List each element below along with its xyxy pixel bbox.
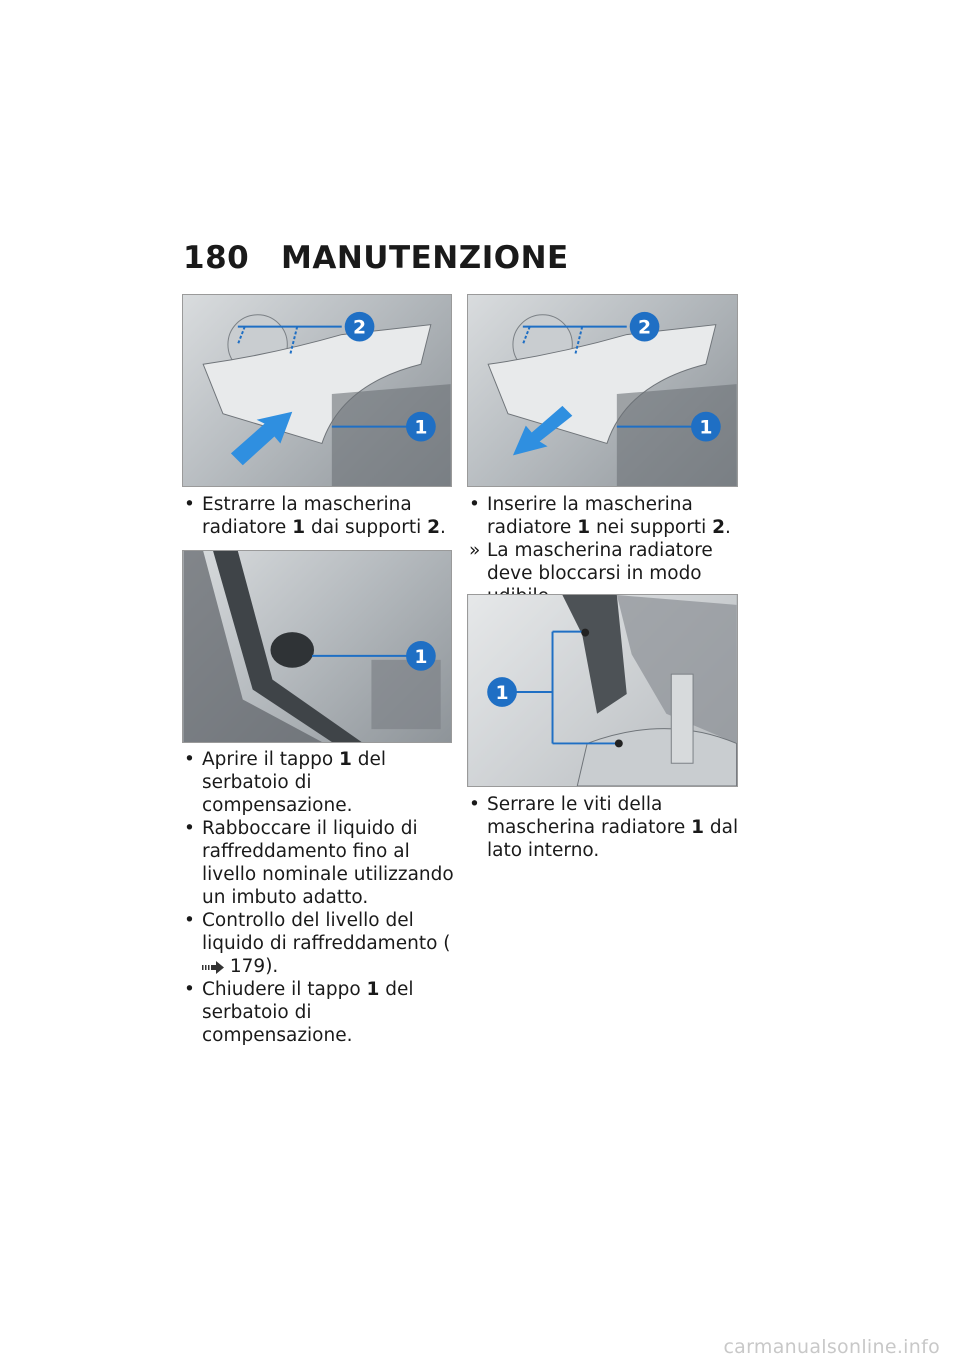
- list-item: • Rabboccare il liquido di raffreddamento fino al livello nominale utilizzando un imbuto adatto.: [184, 818, 454, 908]
- list-item: • Chiudere il tappo 1 del serbatoio di compensazione.: [184, 979, 414, 1046]
- left-instructions-1: [182, 493, 454, 539]
- callout-1: 1: [699, 417, 713, 439]
- left-instructions-2: [182, 748, 454, 1047]
- callout-2: 2: [353, 317, 367, 339]
- list-item: • Serrare le viti della mascherina radiatore 1 dal lato interno.: [469, 794, 739, 861]
- figure-open-reservoir-cap: [182, 550, 452, 743]
- figure-remove-radiator-cover: [182, 294, 452, 487]
- arrow-ref-icon[interactable]: [202, 961, 224, 974]
- list-item: • Estrarre la mascherina radiatore 1 dai supporti 2.: [184, 494, 446, 538]
- figure-illustration: [468, 295, 737, 486]
- pull-arrow: [231, 412, 292, 465]
- figure-illustration: [183, 295, 451, 486]
- list-item: • Inserire la mascherina radiatore 1 nei supporti 2.: [469, 494, 731, 538]
- watermark: carmanualsonline.info: [723, 1336, 940, 1358]
- list-item: • Aprire il tappo 1 del serbatoio di compensazione.: [184, 749, 387, 816]
- figure-illustration: [183, 551, 451, 742]
- callout-1: 1: [414, 646, 428, 668]
- figure-illustration: [468, 595, 737, 786]
- page-header: [183, 240, 569, 276]
- page-number: 180: [183, 240, 250, 276]
- callout-2: 2: [638, 317, 652, 339]
- callout-1: 1: [414, 417, 428, 439]
- figure-insert-radiator-cover: [467, 294, 738, 487]
- right-instructions-2: [467, 793, 739, 862]
- callout-1: 1: [495, 682, 509, 704]
- figure-tighten-screws: [467, 594, 738, 787]
- right-instructions-1: [467, 493, 739, 608]
- list-item: • Controllo del livello del liquido di raffreddamento ( 179).: [184, 910, 451, 977]
- list-item-result: » La mascherina radiatore deve bloccarsi in modo: [469, 540, 713, 584]
- section-title: MANUTENZIONE: [281, 240, 569, 276]
